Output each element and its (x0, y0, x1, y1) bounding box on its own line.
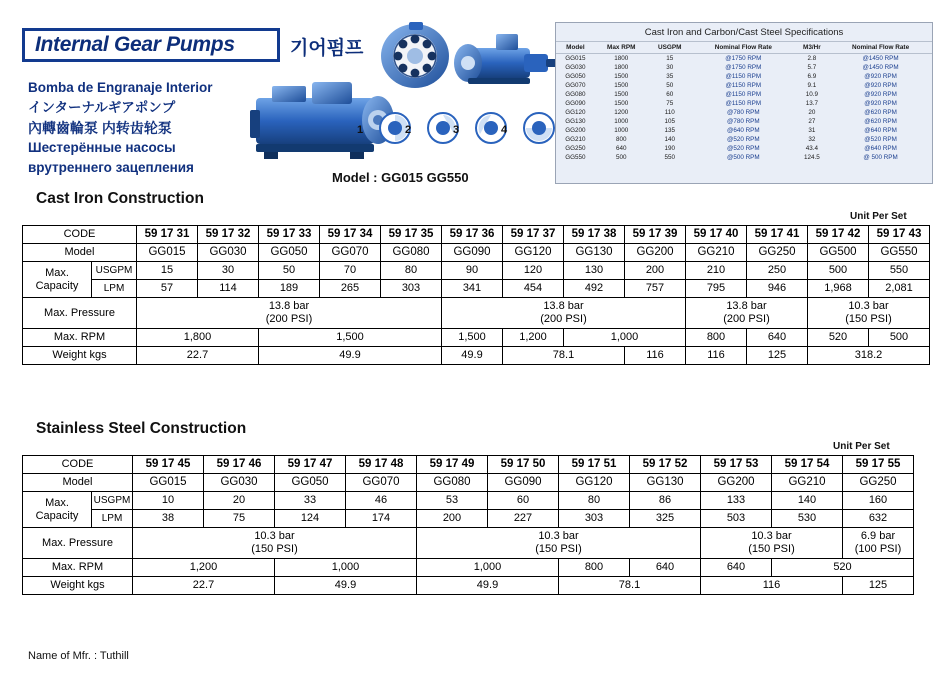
lpm-cell: 57 (137, 280, 198, 298)
row-label-model: Model (23, 244, 137, 262)
rpm-cell: 1,800 (137, 329, 259, 347)
specifications-col-header: Nominal Flow Rate (692, 42, 795, 54)
cast-iron-heading: Cast Iron Construction (36, 190, 204, 207)
specifications-cell: GG120 (565, 109, 586, 116)
usgpm-cell: 120 (503, 262, 564, 280)
model-cell: GG090 (488, 474, 559, 492)
code-cell: 59 17 45 (133, 456, 204, 474)
specifications-col-header: Max RPM (595, 42, 648, 54)
lpm-cell: 757 (625, 280, 686, 298)
specifications-cell: 32 (808, 136, 816, 143)
specifications-header-row (556, 42, 932, 54)
pressure-cell: 13.8 bar (200 PSI) (442, 298, 686, 329)
usgpm-cell: 80 (381, 262, 442, 280)
specifications-cell: 1500 (614, 100, 629, 107)
model-cell: GG015 (133, 474, 204, 492)
model-cell: GG015 (137, 244, 198, 262)
model-cell: GG130 (564, 244, 625, 262)
specifications-cell: 1000 (614, 118, 629, 125)
specifications-cell: 10.9 (805, 91, 819, 98)
weight-cell: 49.9 (417, 577, 559, 595)
rpm-cell: 640 (630, 559, 701, 577)
subtitle-ru-1: Шестерённые насосы (28, 140, 176, 155)
usgpm-cell: 130 (564, 262, 625, 280)
usgpm-cell: 20 (204, 492, 275, 510)
specifications-cell: 31 (808, 127, 816, 134)
specifications-cell: GG080 (565, 91, 586, 98)
specifications-cell: 13.7 (805, 100, 819, 107)
specifications-row (556, 108, 932, 117)
specifications-cell: GG210 (565, 136, 586, 143)
row-label-code: CODE (23, 226, 137, 244)
code-cell: 59 17 35 (381, 226, 442, 244)
specifications-cell: @620 RPM (864, 118, 897, 125)
figure-number-4: 4 (501, 124, 508, 136)
weight-cell: 116 (686, 347, 747, 365)
specifications-cell: @1150 RPM (725, 82, 762, 89)
row-label-model: Model (23, 474, 133, 492)
code-cell: 59 17 46 (204, 456, 275, 474)
code-cell: 59 17 40 (686, 226, 747, 244)
usgpm-cell: 550 (869, 262, 930, 280)
code-cell: 59 17 54 (772, 456, 843, 474)
row-label-weight: Weight kgs (23, 347, 137, 365)
model-label: Model : GG015 GG550 (332, 170, 469, 185)
table-row (23, 492, 914, 510)
weight-cell: 125 (843, 577, 914, 595)
lpm-cell: 174 (346, 510, 417, 528)
code-cell: 59 17 38 (564, 226, 625, 244)
model-cell: GG200 (701, 474, 772, 492)
usgpm-cell: 53 (417, 492, 488, 510)
specifications-body (556, 54, 932, 163)
specifications-cell: 135 (664, 127, 676, 134)
subtitle-ru-2: врутреннего зацепления (28, 160, 194, 175)
specifications-cell: 2.8 (807, 55, 817, 62)
lpm-cell: 503 (701, 510, 772, 528)
specifications-cell: @620 RPM (864, 109, 897, 116)
manufacturer-note: Name of Mfr. : Tuthill (28, 650, 129, 662)
rpm-cell: 1,500 (442, 329, 503, 347)
row-label-max-capacity: Max. Capacity (23, 262, 92, 298)
row-label-lpm: LPM (92, 280, 137, 298)
lpm-cell: 341 (442, 280, 503, 298)
weight-cell: 49.9 (275, 577, 417, 595)
specifications-cell: 9.1 (807, 82, 817, 89)
specifications-cell: @1150 RPM (725, 100, 762, 107)
specifications-cell: 60 (666, 91, 674, 98)
code-cell: 59 17 32 (198, 226, 259, 244)
rpm-cell: 500 (869, 329, 930, 347)
specifications-col-header: M3/Hr (795, 42, 829, 54)
model-cell: GG130 (630, 474, 701, 492)
rpm-cell: 1,200 (133, 559, 275, 577)
usgpm-cell: 86 (630, 492, 701, 510)
row-label-max-rpm: Max. RPM (23, 329, 137, 347)
specifications-cell: @920 RPM (864, 82, 897, 89)
specifications-cell: @520 RPM (864, 136, 897, 143)
model-cell: GG120 (503, 244, 564, 262)
specifications-cell: 5.7 (807, 64, 817, 71)
specifications-cell: 500 (615, 154, 627, 161)
usgpm-cell: 60 (488, 492, 559, 510)
lpm-cell: 632 (843, 510, 914, 528)
specifications-cell: 1500 (614, 82, 629, 89)
usgpm-cell: 210 (686, 262, 747, 280)
pump-artwork-svg (245, 20, 580, 190)
specifications-row (556, 135, 932, 144)
code-cell: 59 17 52 (630, 456, 701, 474)
specifications-col-header: Model (556, 42, 595, 54)
model-cell: GG550 (869, 244, 930, 262)
rpm-cell: 520 (808, 329, 869, 347)
specifications-cell: 1500 (614, 91, 629, 98)
figure-number-2: 2 (405, 124, 412, 136)
code-cell: 59 17 55 (843, 456, 914, 474)
specifications-row (556, 99, 932, 108)
specifications-cell: 15 (666, 55, 674, 62)
usgpm-cell: 133 (701, 492, 772, 510)
model-cell: GG070 (320, 244, 381, 262)
lpm-cell: 303 (381, 280, 442, 298)
page-title-box (22, 28, 280, 62)
lpm-cell: 38 (133, 510, 204, 528)
row-label-max-pressure: Max. Pressure (23, 528, 133, 559)
cast-iron-unit-per-set: Unit Per Set (850, 211, 907, 222)
code-cell: 59 17 51 (559, 456, 630, 474)
code-cell: 59 17 41 (747, 226, 808, 244)
figure-number-3: 3 (453, 124, 460, 136)
code-cell: 59 17 31 (137, 226, 198, 244)
model-cell: GG070 (346, 474, 417, 492)
table-row (23, 280, 930, 298)
specifications-cell: 50 (666, 82, 674, 89)
code-cell: 59 17 42 (808, 226, 869, 244)
code-cell: 59 17 47 (275, 456, 346, 474)
weight-cell: 116 (701, 577, 843, 595)
specifications-cell: GG050 (565, 73, 586, 80)
weight-cell: 125 (747, 347, 808, 365)
model-cell: GG050 (259, 244, 320, 262)
specifications-cell: 27 (808, 118, 816, 125)
pump-illustrations (245, 20, 580, 185)
stainless-heading: Stainless Steel Construction (36, 420, 247, 437)
usgpm-cell: 33 (275, 492, 346, 510)
lpm-cell: 265 (320, 280, 381, 298)
rpm-cell: 1,200 (503, 329, 564, 347)
row-label-weight: Weight kgs (23, 577, 133, 595)
row-label-usgpm: USGPM (92, 262, 137, 280)
usgpm-cell: 70 (320, 262, 381, 280)
lpm-cell: 75 (204, 510, 275, 528)
rpm-cell: 520 (772, 559, 914, 577)
table-row (23, 298, 930, 329)
specifications-cell: 105 (664, 118, 676, 125)
specifications-row (556, 126, 932, 135)
specifications-cell: @520 RPM (726, 136, 760, 143)
table-row (23, 577, 914, 595)
model-cell: GG250 (843, 474, 914, 492)
specifications-cell: GG015 (565, 55, 586, 62)
specifications-cell: GG090 (565, 100, 586, 107)
specifications-cell: 190 (664, 145, 676, 152)
specifications-row (556, 54, 932, 64)
specifications-cell: @780 RPM (726, 118, 760, 125)
table-row (23, 226, 930, 244)
pressure-cell: 10.3 bar (150 PSI) (701, 528, 843, 559)
code-cell: 59 17 39 (625, 226, 686, 244)
specifications-cell: @1450 RPM (862, 64, 899, 71)
specifications-cell: @ 500 RPM (863, 154, 898, 161)
specifications-box (555, 22, 933, 184)
figure-number-1: 1 (357, 124, 364, 136)
weight-cell: 22.7 (137, 347, 259, 365)
page-title: Internal Gear Pumps (35, 33, 235, 56)
model-cell: GG080 (381, 244, 442, 262)
lpm-cell: 325 (630, 510, 701, 528)
specifications-cell: @1750 RPM (725, 64, 762, 71)
row-label-lpm: LPM (92, 510, 133, 528)
row-label-max-pressure: Max. Pressure (23, 298, 137, 329)
specifications-cell: 1800 (614, 55, 629, 62)
lpm-cell: 454 (503, 280, 564, 298)
weight-cell: 318.2 (808, 347, 930, 365)
model-cell: GG250 (747, 244, 808, 262)
lpm-cell: 124 (275, 510, 346, 528)
usgpm-cell: 80 (559, 492, 630, 510)
code-cell: 59 17 49 (417, 456, 488, 474)
specifications-cell: 640 (615, 145, 627, 152)
rpm-cell: 1,000 (275, 559, 417, 577)
weight-cell: 49.9 (259, 347, 442, 365)
pressure-cell: 13.8 bar (200 PSI) (137, 298, 442, 329)
lpm-cell: 946 (747, 280, 808, 298)
specifications-cell: GG200 (565, 127, 586, 134)
specifications-cell: 30 (666, 64, 674, 71)
specifications-cell: 20 (808, 109, 816, 116)
model-cell: GG500 (808, 244, 869, 262)
specifications-col-header: Nominal Flow Rate (829, 42, 932, 54)
rpm-cell: 640 (747, 329, 808, 347)
specifications-cell: 1500 (614, 73, 629, 80)
specifications-cell: 75 (666, 100, 674, 107)
stainless-table (22, 455, 914, 595)
specifications-cell: @1750 RPM (725, 55, 762, 62)
usgpm-cell: 140 (772, 492, 843, 510)
table-row (23, 329, 930, 347)
code-cell: 59 17 33 (259, 226, 320, 244)
specifications-cell: 43.4 (805, 145, 819, 152)
model-cell: GG090 (442, 244, 503, 262)
lpm-cell: 227 (488, 510, 559, 528)
table-row (23, 262, 930, 280)
specifications-cell: 110 (664, 109, 675, 116)
specifications-cell: 1000 (614, 127, 629, 134)
specifications-cell: @500 RPM (726, 154, 760, 161)
row-label-usgpm: USGPM (92, 492, 133, 510)
model-cell: GG210 (686, 244, 747, 262)
specifications-row (556, 63, 932, 72)
specifications-cell: 35 (666, 73, 674, 80)
specifications-cell: @1450 RPM (862, 55, 899, 62)
usgpm-cell: 50 (259, 262, 320, 280)
pressure-cell: 10.3 bar (150 PSI) (808, 298, 930, 329)
subtitle-es: Bomba de Engranaje Interior (28, 80, 213, 95)
specifications-cell: GG130 (565, 118, 586, 125)
specifications-cell: GG250 (565, 145, 586, 152)
model-cell: GG050 (275, 474, 346, 492)
model-cell: GG030 (198, 244, 259, 262)
specifications-cell: 1200 (614, 109, 629, 116)
lpm-cell: 1,968 (808, 280, 869, 298)
lpm-cell: 795 (686, 280, 747, 298)
specifications-cell: @780 RPM (726, 109, 760, 116)
pressure-cell: 10.3 bar (150 PSI) (417, 528, 701, 559)
model-cell: GG030 (204, 474, 275, 492)
table-row (23, 244, 930, 262)
specifications-cell: 140 (664, 136, 676, 143)
rpm-cell: 1,500 (259, 329, 442, 347)
pressure-cell: 6.9 bar (100 PSI) (843, 528, 914, 559)
table-row (23, 528, 914, 559)
pressure-cell: 10.3 bar (150 PSI) (133, 528, 417, 559)
lpm-cell: 189 (259, 280, 320, 298)
lpm-cell: 530 (772, 510, 843, 528)
subtitle-zh: 內轉齒輪泵 内转齿轮泵 (28, 120, 172, 136)
specifications-cell: 124.5 (804, 154, 820, 161)
model-cell: GG120 (559, 474, 630, 492)
rpm-cell: 640 (701, 559, 772, 577)
code-cell: 59 17 34 (320, 226, 381, 244)
table-row (23, 510, 914, 528)
subtitle-ja: インターナルギアポンプ (28, 100, 176, 115)
specifications-table (556, 42, 932, 162)
usgpm-cell: 46 (346, 492, 417, 510)
code-cell: 59 17 43 (869, 226, 930, 244)
specifications-cell: @640 RPM (864, 145, 897, 152)
table-row (23, 474, 914, 492)
rpm-cell: 1,000 (417, 559, 559, 577)
specifications-cell: 1800 (614, 64, 629, 71)
code-cell: 59 17 48 (346, 456, 417, 474)
specifications-row (556, 72, 932, 81)
usgpm-cell: 15 (137, 262, 198, 280)
weight-cell: 78.1 (559, 577, 701, 595)
page-title-korean: 기어펌프 (290, 38, 364, 59)
model-cell: GG080 (417, 474, 488, 492)
specifications-cell: @920 RPM (864, 73, 897, 80)
specifications-cell: @520 RPM (726, 145, 760, 152)
specifications-col-header: USGPM (648, 42, 692, 54)
table-row (23, 456, 914, 474)
usgpm-cell: 10 (133, 492, 204, 510)
specifications-row (556, 144, 932, 153)
rpm-cell: 1,000 (564, 329, 686, 347)
specifications-cell: @920 RPM (864, 100, 897, 107)
row-label-max-capacity: Max. Capacity (23, 492, 92, 528)
code-cell: 59 17 37 (503, 226, 564, 244)
usgpm-cell: 250 (747, 262, 808, 280)
rpm-cell: 800 (559, 559, 630, 577)
specifications-cell: GG550 (565, 154, 586, 161)
lpm-cell: 200 (417, 510, 488, 528)
specifications-row (556, 90, 932, 99)
specifications-cell: 800 (615, 136, 627, 143)
lpm-cell: 492 (564, 280, 625, 298)
usgpm-cell: 90 (442, 262, 503, 280)
specifications-row (556, 153, 932, 162)
lpm-cell: 2,081 (869, 280, 930, 298)
lpm-cell: 114 (198, 280, 259, 298)
specifications-title: Cast Iron and Carbon/Cast Steel Specifications (556, 23, 932, 42)
specifications-cell: @1150 RPM (725, 73, 762, 80)
row-label-max-rpm: Max. RPM (23, 559, 133, 577)
weight-cell: 49.9 (442, 347, 503, 365)
table-row (23, 347, 930, 365)
pressure-cell: 13.8 bar (200 PSI) (686, 298, 808, 329)
code-cell: 59 17 50 (488, 456, 559, 474)
specifications-cell: 6.9 (807, 73, 817, 80)
usgpm-cell: 200 (625, 262, 686, 280)
specifications-row (556, 117, 932, 126)
specifications-cell: @1150 RPM (725, 91, 762, 98)
weight-cell: 78.1 (503, 347, 625, 365)
specifications-cell: @640 RPM (864, 127, 897, 134)
specifications-cell: 550 (664, 154, 676, 161)
model-cell: GG200 (625, 244, 686, 262)
cast-iron-table (22, 225, 930, 365)
rpm-cell: 800 (686, 329, 747, 347)
usgpm-cell: 30 (198, 262, 259, 280)
model-cell: GG210 (772, 474, 843, 492)
row-label-code: CODE (23, 456, 133, 474)
weight-cell: 116 (625, 347, 686, 365)
table-row (23, 559, 914, 577)
code-cell: 59 17 36 (442, 226, 503, 244)
usgpm-cell: 500 (808, 262, 869, 280)
specifications-cell: GG030 (565, 64, 586, 71)
specifications-cell: @640 RPM (726, 127, 760, 134)
code-cell: 59 17 53 (701, 456, 772, 474)
specifications-cell: @920 RPM (864, 91, 897, 98)
stainless-unit-per-set: Unit Per Set (833, 441, 890, 452)
usgpm-cell: 160 (843, 492, 914, 510)
specifications-cell: GG070 (565, 82, 586, 89)
weight-cell: 22.7 (133, 577, 275, 595)
specifications-row (556, 81, 932, 90)
lpm-cell: 303 (559, 510, 630, 528)
